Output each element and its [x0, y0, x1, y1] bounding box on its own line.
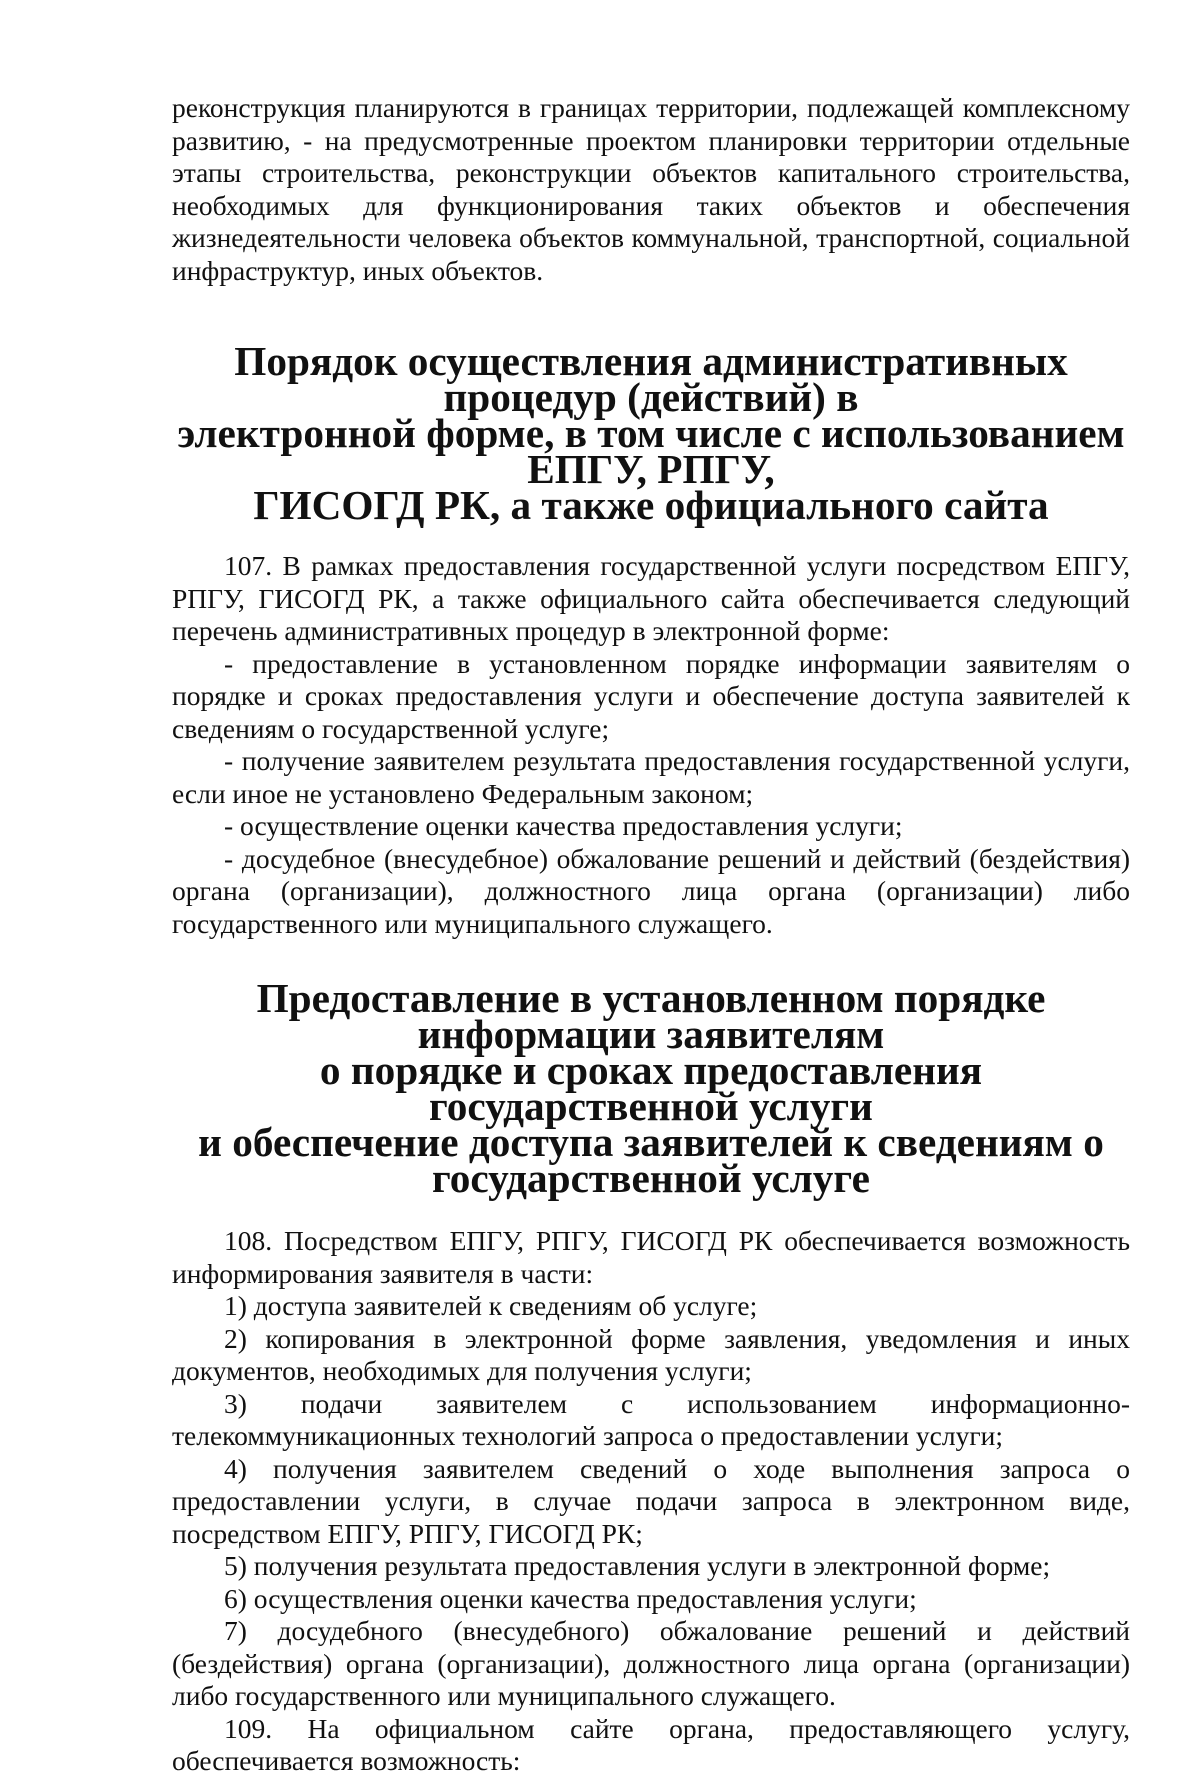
list-item: - досудебное (внесудебное) обжалование решений и действий (бездействия) органа (организации), должностного лица органа (организации) либо государственного или муниципального служащего. — [172, 842, 1130, 939]
paragraph-108: 108. Посредством ЕПГУ, РПГУ, ГИСОГД РК обеспечивается возможность информирования заявителя в части: — [172, 1225, 1130, 1289]
list-item: 7) досудебного (внесудебного) обжалование решений и действий (бездействия) органа (организации), должностного лица органа (организации) либо государственного или муниципального служащего. — [172, 1615, 1130, 1711]
section-heading-information-provision — [172, 975, 1130, 1201]
list-item: 5) получения результата предоставления услуги в электронной форме; — [224, 1550, 1051, 1581]
paragraph-109: 109. На официальном сайте органа, предоставляющего услугу, обеспечивается возможность: — [172, 1712, 1130, 1776]
list-item: - получение заявителем результата предоставления государственной услуги, если иное не установлено Федеральным законом; — [172, 745, 1130, 809]
heading-line: о порядке и сроках предоставления государственной услуги — [319, 1047, 983, 1129]
heading-line: Порядок осуществления административных процедур (действий) в — [234, 338, 1068, 420]
list-item: 2) копирования в электронной форме заявления, уведомления и иных документов, необходимых для получения услуги; — [172, 1322, 1130, 1386]
heading-line: ГИСОГД РК, а также официального сайта — [253, 482, 1049, 528]
document-page — [172, 92, 1130, 1778]
heading-line: электронной форме, в том числе с использованием ЕПГУ, РПГУ, — [177, 410, 1125, 492]
list-item: - осуществление оценки качества предоставления услуги; — [224, 810, 903, 841]
list-item: 1) доступа заявителей к сведениям об услуге; — [224, 1290, 758, 1321]
continuation-paragraph: реконструкция планируются в границах территории, подлежащей комплексному развитию, - на предусмотренные проектом планировки территории отдельные этапы строительства, реконструкции объектов капитального строительства, необходимых для функционирования таких объектов и обеспечения жизнедеятельности человека объектов коммунальной, транспортной, социальной инфраструктур, иных объектов. — [172, 92, 1130, 286]
list-item: 4) получения заявителем сведений о ходе выполнения запроса о предоставлении услуги, в случае подачи запроса в электронном виде, посредством ЕПГУ, РПГУ, ГИСОГД РК; — [172, 1452, 1130, 1549]
heading-line: Предоставление в установленном порядке информации заявителям — [256, 975, 1046, 1057]
list-item: 6) осуществления оценки качества предоставления услуги; — [224, 1582, 917, 1614]
section-heading-electronic-procedures — [172, 338, 1130, 528]
list-item: - предоставление в установленном порядке информации заявителям о порядке и сроках предоставления услуги и обеспечение доступа заявителей к сведениям о государственной услуге; — [172, 647, 1130, 744]
heading-line: и обеспечение доступа заявителей к сведениям о государственной услуге — [198, 1119, 1104, 1201]
list-item: 3) подачи заявителем с использованием информационно-телекоммуникационных технологий запроса о предоставлении услуги; — [172, 1387, 1130, 1451]
paragraph-107: 107. В рамках предоставления государственной услуги посредством ЕПГУ, РПГУ, ГИСОГД РК, а также официального сайта обеспечивается следующий перечень административных процедур в электронной форме: — [172, 550, 1130, 646]
